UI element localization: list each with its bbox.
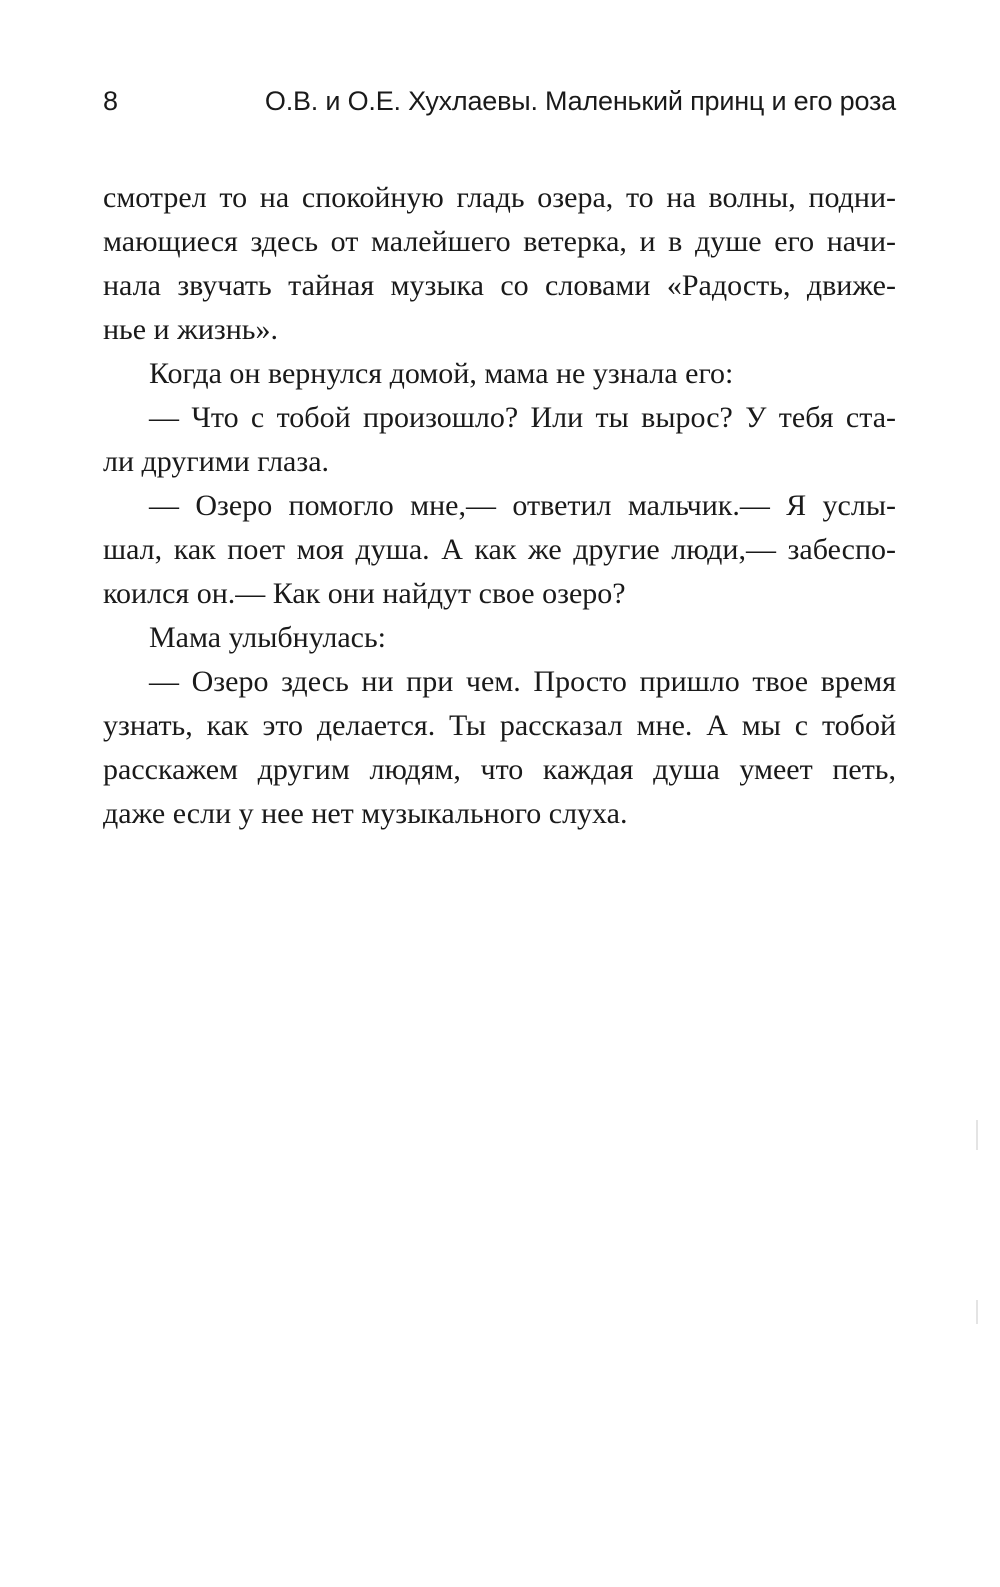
text-line: мающиеся здесь от малейшего ветерка, и в душе его начи- <box>103 225 896 258</box>
text-line: даже если у нее нет музыкального слуха. <box>103 797 628 830</box>
text-line: — Озеро здесь ни при чем. Просто пришло твое время <box>149 665 896 698</box>
scan-edge-mark <box>976 1120 978 1150</box>
text-line: — Озеро помогло мне,— ответил мальчик.— Я услы- <box>149 489 896 522</box>
text-line: — Что с тобой произошло? Или ты вырос? У тебя ста- <box>149 401 896 434</box>
text-line: нала звучать тайная музыка со словами «Радость, движе- <box>103 269 896 302</box>
text-line: расскажем другим людям, что каждая душа умеет петь, <box>103 753 896 786</box>
book-title: О.В. и О.Е. Хухлаевы. Маленький принц и его роза <box>264 86 896 116</box>
text-line: коился он.— Как они найдут свое озеро? <box>103 577 626 610</box>
text-line: узнать, как это делается. Ты рассказал мне. А мы с тобой <box>103 709 896 742</box>
scan-edge-mark <box>976 1300 978 1324</box>
text-line: смотрел то на спокойную гладь озера, то на волны, подни- <box>103 181 896 214</box>
running-header <box>103 86 896 126</box>
text-line: Когда он вернулся домой, мама не узнала его: <box>149 357 734 390</box>
text-line: ли другими глаза. <box>103 445 330 478</box>
text-line: Мама улыбнулась: <box>149 621 387 654</box>
body-text <box>103 176 896 836</box>
text-line: нье и жизнь». <box>103 313 278 346</box>
text-line: шал, как поет моя душа. А как же другие люди,— забеспо- <box>103 533 896 566</box>
page-number: 8 <box>103 86 118 116</box>
